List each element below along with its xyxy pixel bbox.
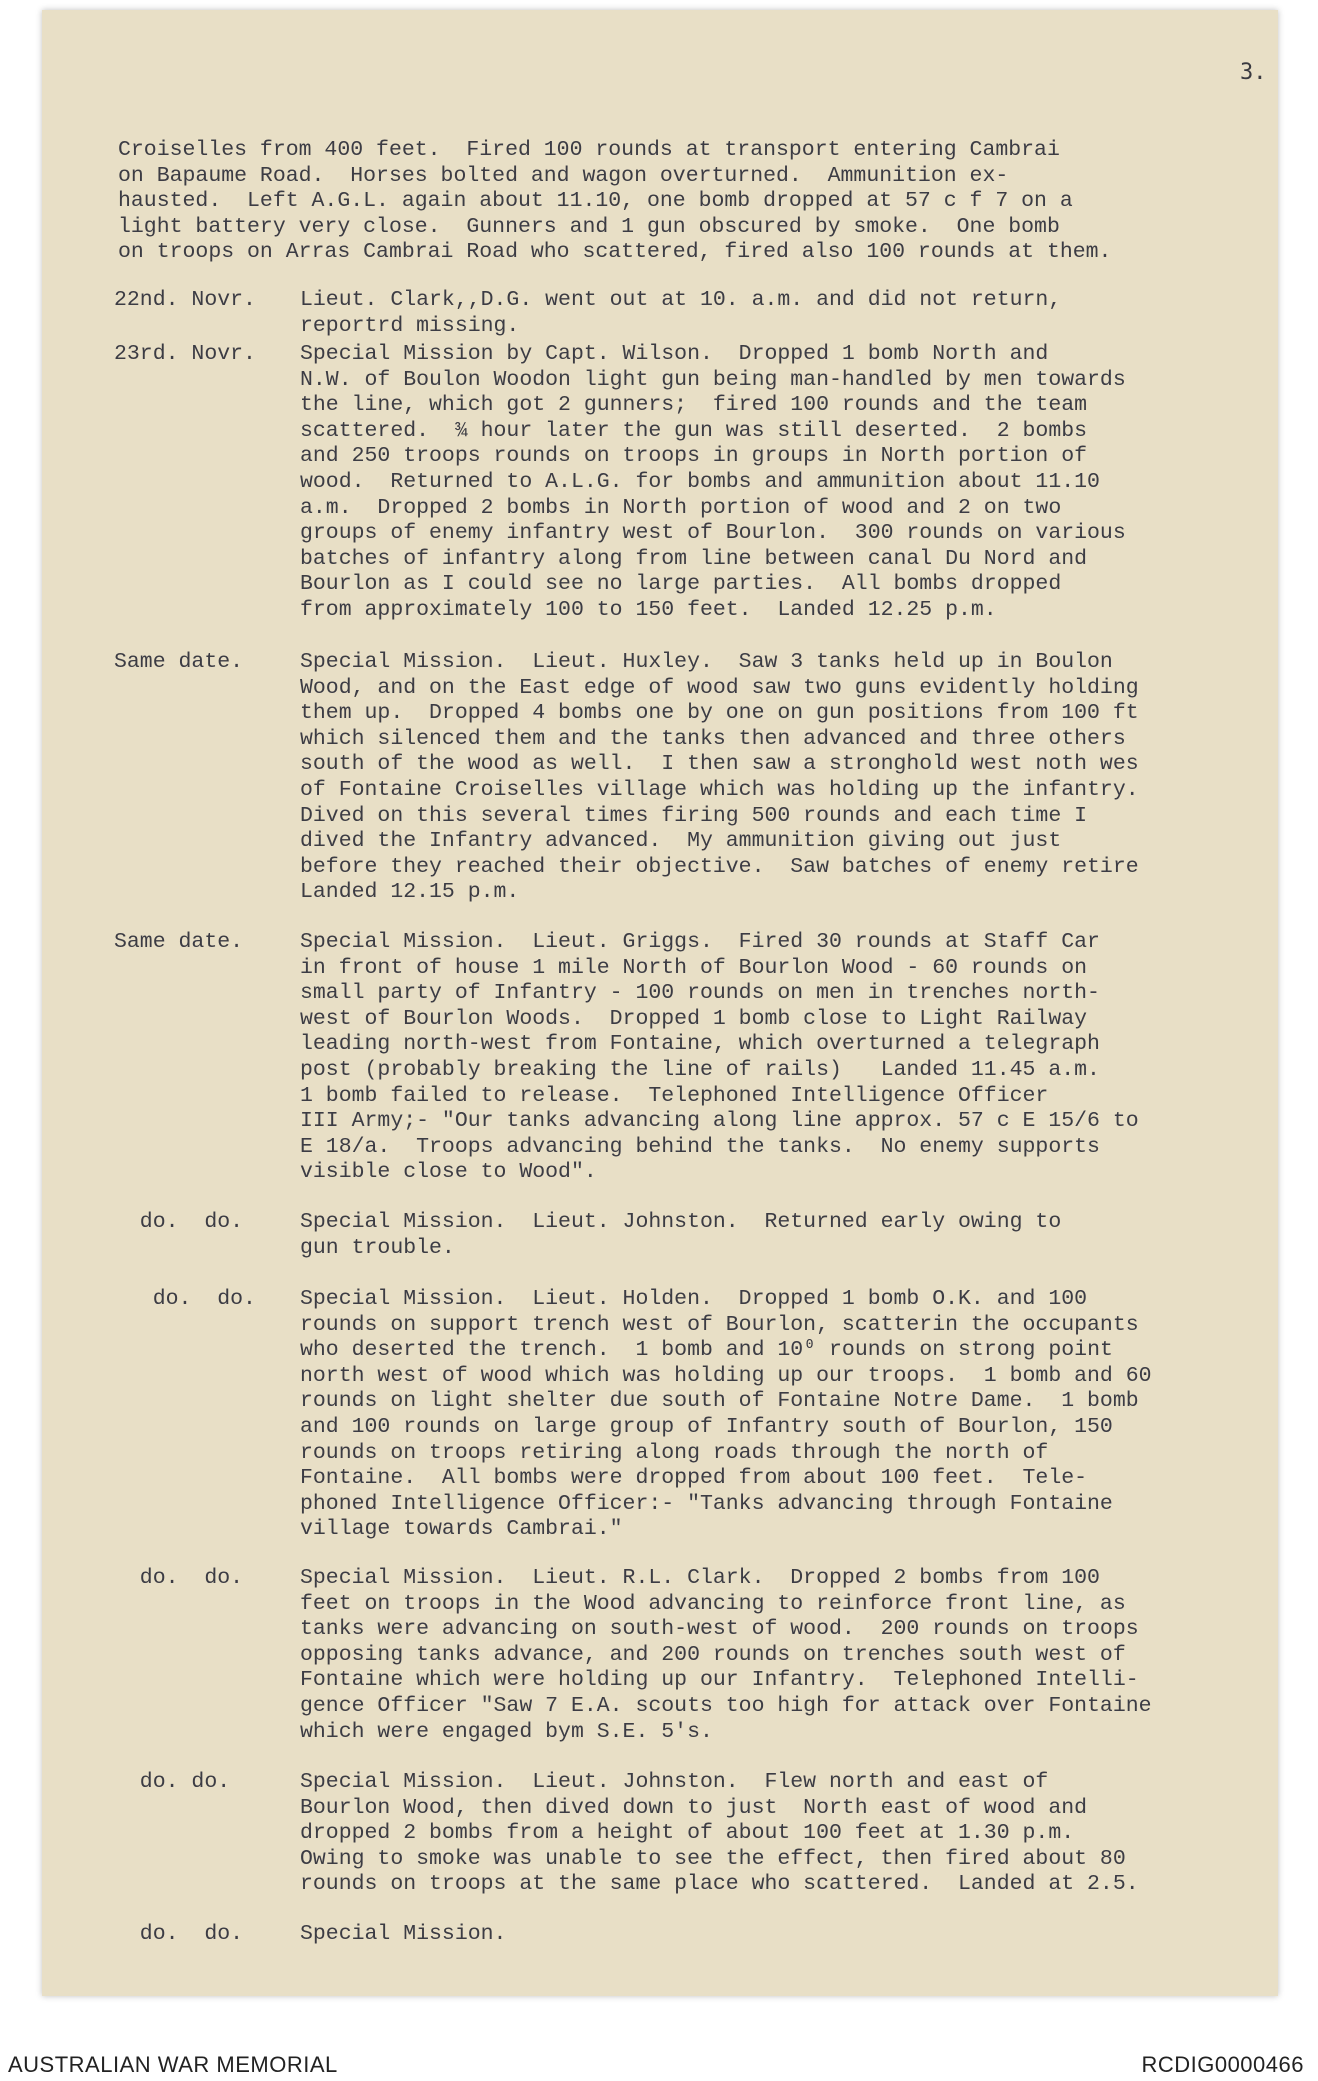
entry-text: Special Mission. Lieut. Johnston. Flew north and east of Bourlon Wood, then dived down to just North east of wood and dropped 2 bombs from a height of about 100 feet at 1.30 p.m. Owing to smoke was unable to see the effect, then fired about 80 rounds on troops at the same place who scattered. Landed at 2.5.	[300, 1770, 1139, 1897]
entry-text: Lieut. Clark,,D.G. went out at 10. a.m. and did not return, reportrd missing.	[300, 288, 1062, 338]
footer-institution: AUSTRALIAN WAR MEMORIAL	[8, 2052, 338, 2077]
entry-date: Same date.	[114, 650, 244, 674]
entry-date: do. do.	[114, 1770, 231, 1794]
entry-date: do. do.	[114, 1210, 244, 1234]
entry-text: Special Mission. Lieut. Griggs. Fired 30 rounds at Staff Car in front of house 1 mile North of Bourlon Wood - 60 rounds on small party of Infantry - 100 rounds on men in trenches north- west of Bourlon Woods. Dropped 1 bomb close to Light Railway leading north-west from Fontaine, which overturned a telegraph post (probably breaking the line of rails) Landed 11.45 a.m. 1 bomb failed to release. Telephoned Intelligence Officer III Army;- "Our tanks advancing along line approx. 57 c E 15/6 to E 18/a. Troops advancing behind the tanks. No enemy supports visible close to Wood".	[300, 930, 1139, 1185]
entry-date: do. do.	[114, 1566, 244, 1590]
entry-text: Special Mission. Lieut. Huxley. Saw 3 tanks held up in Boulon Wood, and on the East edge of wood saw two guns evidently holding them up. Dropped 4 bombs one by one on gun positions from 100 ft which silenced them and the tanks then advanced and three others south of the wood as well. I then saw a stronghold west noth wes of Fontaine Croiselles village which was holding up the infantry. Dived on this several times firing 500 rounds and each time I dived the Infantry advanced. My ammunition giving out just before they reached their objective. Saw batches of enemy retire Landed 12.15 p.m.	[300, 650, 1139, 905]
entry-date: 23rd. Novr.	[114, 342, 256, 366]
document-page	[42, 10, 1278, 1996]
page-number: 3.	[1240, 60, 1267, 85]
entry-date: Same date.	[114, 930, 244, 954]
entry-text: Special Mission. Lieut. R.L. Clark. Dropped 2 bombs from 100 feet on troops in the Wood advancing to reinforce front line, as tanks were advancing on south-west of wood. 200 rounds on troops opposing tanks advance, and 200 rounds on trenches south west of Fontaine which were holding up our Infantry. Telephoned Intelli- gence Officer "Saw 7 E.A. scouts too high for attack over Fontaine which were engaged bym S.E. 5's.	[300, 1566, 1152, 1744]
entry-text: Special Mission by Capt. Wilson. Dropped 1 bomb North and N.W. of Boulon Woodon light gun being man-handled by men towards the line, which got 2 gunners; fired 100 rounds and the team scattered. ¾ hour later the gun was still deserted. 2 bombs and 250 troops rounds on troops in groups in North portion of wood. Returned to A.L.G. for bombs and ammunition about 11.10 a.m. Dropped 2 bombs in North portion of wood and 2 on two groups of enemy infantry west of Bourlon. 300 rounds on various batches of infantry along from line between canal Du Nord and Bourlon as I could see no large parties. All bombs dropped from approximately 100 to 150 feet. Landed 12.25 p.m.	[300, 342, 1126, 622]
entry-text: Special Mission. Lieut. Holden. Dropped 1 bomb O.K. and 100 rounds on support trench west of Bourlon, scatterin the occupants who deserted the trench. 1 bomb and 10⁰ rounds on strong point north west of wood which was holding up our troops. 1 bomb and 60 rounds on light shelter due south of Fontaine Notre Dame. 1 bomb and 100 rounds on large group of Infantry south of Bourlon, 150 rounds on troops retiring along roads through the north of Fontaine. All bombs were dropped from about 100 feet. Tele- phoned Intelligence Officer:- "Tanks advancing through Fontaine village towards Cambrai."	[300, 1287, 1152, 1542]
entry-date: do. do.	[114, 1922, 244, 1946]
entry-text: Special Mission. Lieut. Johnston. Returned early owing to gun trouble.	[300, 1210, 1062, 1260]
entry-text: Special Mission.	[300, 1922, 507, 1946]
entry-date: do. do.	[114, 1287, 256, 1311]
lead-paragraph: Croiselles from 400 feet. Fired 100 rounds at transport entering Cambrai on Bapaume Road. Horses bolted and wagon overturned. Ammunition ex- hausted. Left A.G.L. again about 11.10, one bomb dropped at 57 c f 7 on a light battery very close. Gunners and 1 gun obscured by smoke. One bomb on troops on Arras Cambrai Road who scattered, fired also 100 rounds at them.	[118, 138, 1112, 265]
footer-bar	[0, 2044, 1318, 2081]
footer-record-id: RCDIG0000466	[1141, 2052, 1304, 2077]
entry-date: 22nd. Novr.	[114, 288, 256, 312]
